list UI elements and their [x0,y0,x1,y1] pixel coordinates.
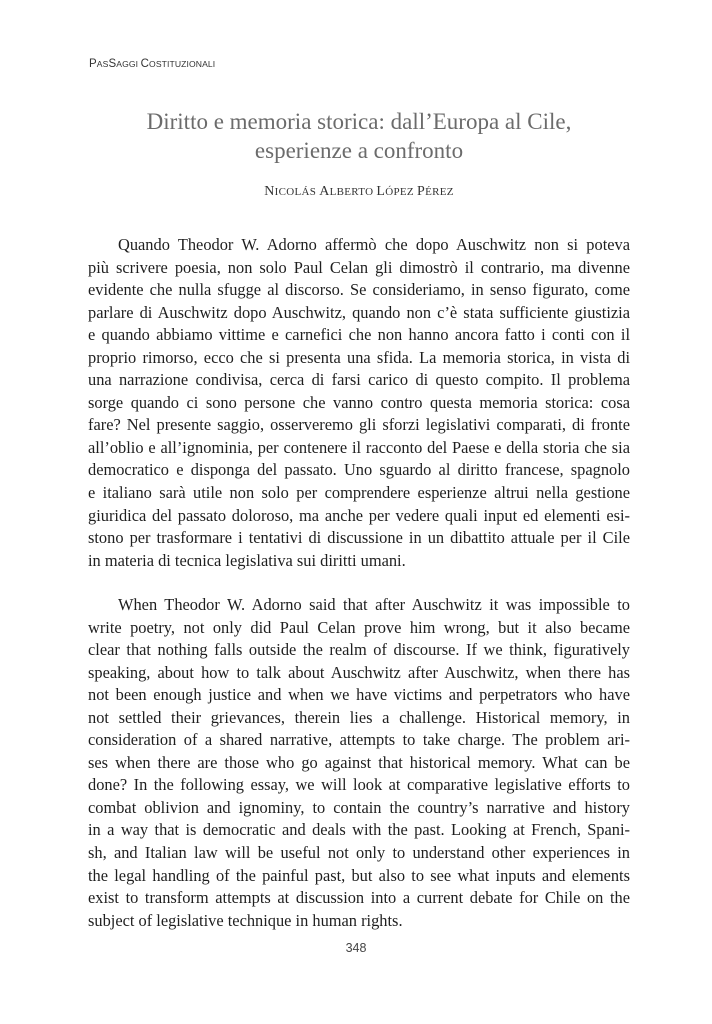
running-head-part: OSTITUZIONALI [149,59,216,69]
text-line: stono per trasformare i tentativi di discussione in un dibattito attuale per il Cile [88,528,630,548]
text-line: all’oblio e all’ignominia, per contenere il racconto del Paese e della storia che sia [88,437,630,457]
running-head-part: P [89,58,97,70]
text-line: proprio rimorso, ecco che si presenta una sfida. La memoria storica, in vista di [88,347,630,367]
abstract-italian [88,234,630,572]
author-part: A [319,184,330,199]
text-line: evidente che nulla sfugge al discorso. Se consideriamo, in senso figurato, come [88,280,630,300]
text-line: not been enough justice and when we have victims and perpetrators who have [88,685,630,705]
text-line: subject of legislative technique in human rights. [88,910,403,930]
text-line: exist to transform attempts at discussion into a current debate for Chile on the [88,888,630,908]
text-line: sorge quando ci sono persone che vanno contro questa memoria storica: cosa [88,392,630,412]
author-part: ÉREZ [425,186,454,198]
title-line-2: esperienze a confronto [254,138,464,163]
text-line: parlare di Auschwitz dopo Auschwitz, quando non c’è stata sufficiente giustizia [88,302,630,322]
text-line: consideration of a shared narrative, attempts to take charge. The problem ari- [88,730,630,750]
text-line: ses when there are those who go against that historical memory. What can be [88,752,630,772]
text-line: e quando abbiamo vittime e carnefici che non hanno ancora fatto i conti con il [88,325,630,345]
author-part: N [264,184,275,199]
running-head-part: AS [96,59,109,69]
text-line: Quando Theodor W. Adorno affermò che dopo Auschwitz non si poteva [118,235,630,254]
text-line: done? In the following essay, we will look at comparative legislative efforts to [88,775,630,795]
text-line: write poetry, not only did Paul Celan prove him wrong, but it also became [88,617,630,637]
article-title [88,107,630,165]
author-part: L [376,184,386,199]
text-line: speaking, about how to talk about Auschwitz after Auschwitz, when there has [88,662,630,682]
text-line: combat oblivion and ignominy, to contain the country’s narrative and history [88,797,630,817]
text-line: the legal handling of the painful past, but also to see what inputs and elements [88,865,630,885]
title-line-1: Diritto e memoria storica: dall’Europa al Cile, [146,109,572,134]
text-line: giuridica del passato doloroso, ma anche per vedere quali input ed elementi esi- [88,505,630,525]
text-line: clear that nothing falls outside the realm of discourse. If we think, figuratively [88,640,630,660]
text-line: in materia di tecnica legislativa sui diritti umani. [88,550,406,570]
author-part: P [417,184,426,199]
text-line: democratico e disponga del passato. Uno sguardo al diritto francese, spagnolo [88,460,630,480]
text-line: fare? Nel presente saggio, osserveremo gli sforzi legislativi comparati, di fronte [88,415,630,435]
text-line: più scrivere poesia, non solo Paul Celan gli dimostrò il contrario, ma divenne [88,257,630,277]
text-line: When Theodor W. Adorno said that after Auschwitz it was impossible to [118,595,630,614]
running-head-part: S [108,58,117,70]
page-number: 348 [345,941,367,955]
text-line: una narrazione condivisa, cerca di farsi carico di questo compito. Il problema [88,370,630,390]
text-line: e italiano sarà utile non solo per comprendere esperienze altrui nella gestione [88,483,630,503]
text-line: not settled their grievances, therein lies a challenge. Historical memory, in [88,707,630,727]
abstract-english [88,594,630,932]
running-head [89,58,215,70]
text-line: in a way that is democratic and deals with the past. Looking at French, Spani- [88,820,630,840]
author-part: ICOLÁS [274,186,320,198]
author-part: ÓPEZ [385,186,417,198]
author-part: LBERTO [329,186,377,198]
author-name [88,182,630,200]
running-head-part: C [140,58,150,70]
text-line: sh, and Italian law will be useful not only to understand other experiences in [88,843,630,863]
running-head-part: AGGI [116,59,141,69]
